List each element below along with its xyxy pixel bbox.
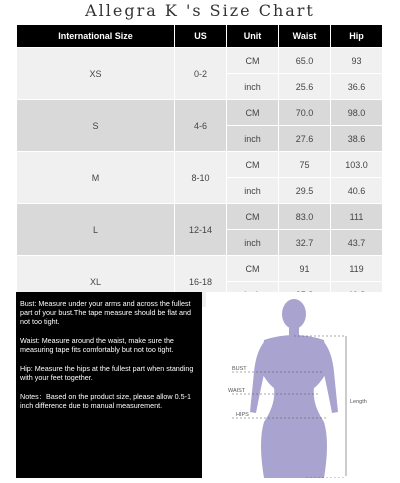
table-row bbox=[17, 152, 383, 178]
unit-cell: CM bbox=[227, 152, 279, 178]
size-cell: M bbox=[17, 152, 175, 204]
header-international-size: International Size bbox=[17, 25, 175, 48]
hip-cell: 36.6 bbox=[331, 74, 383, 100]
hip-cell: 103.0 bbox=[331, 152, 383, 178]
unit-cell: inch bbox=[227, 74, 279, 100]
table-row bbox=[17, 48, 383, 74]
length-figure-label: Length bbox=[350, 399, 367, 405]
unit-cell: inch bbox=[227, 126, 279, 152]
hip-cell: 98.0 bbox=[331, 100, 383, 126]
size-chart-table bbox=[16, 24, 383, 308]
us-size-cell: 0-2 bbox=[175, 48, 227, 100]
unit-cell: CM bbox=[227, 204, 279, 230]
waist-cell: 32.7 bbox=[279, 230, 331, 256]
waist-figure-label: WAIST bbox=[228, 388, 246, 394]
waist-cell: 25.6 bbox=[279, 74, 331, 100]
size-cell: XL bbox=[17, 256, 175, 308]
unit-cell: inch bbox=[227, 178, 279, 204]
size-cell: S bbox=[17, 100, 175, 152]
waist-instruction: Waist: Measure around the waist, make sure the measuring tape fits comfortably but not too tight. bbox=[20, 336, 174, 354]
table-row bbox=[17, 204, 383, 230]
hip-cell: 93 bbox=[331, 48, 383, 74]
body-silhouette bbox=[250, 299, 338, 478]
measurement-notes-panel bbox=[16, 292, 202, 478]
hip-cell: 40.6 bbox=[331, 178, 383, 204]
size-cell: XS bbox=[17, 48, 175, 100]
waist-cell: 83.0 bbox=[279, 204, 331, 230]
waist-cell: 65.0 bbox=[279, 48, 331, 74]
us-size-cell: 4-6 bbox=[175, 100, 227, 152]
unit-cell: inch bbox=[227, 230, 279, 256]
size-cell: L bbox=[17, 204, 175, 256]
waist-cell: 27.6 bbox=[279, 126, 331, 152]
general-note: Notes：Based on the product size, please allow 0.5-1 inch difference due to manual measurement. bbox=[20, 392, 192, 410]
unit-cell: CM bbox=[227, 100, 279, 126]
unit-cell: CM bbox=[227, 48, 279, 74]
header-unit: Unit bbox=[227, 25, 279, 48]
hip-cell: 111 bbox=[331, 204, 383, 230]
waist-cell: 29.5 bbox=[279, 178, 331, 204]
header-waist: Waist bbox=[279, 25, 331, 48]
unit-cell: CM bbox=[227, 256, 279, 282]
hip-instruction: Hip: Measure the hips at the fullest part when standing with your feet together. bbox=[20, 364, 194, 382]
us-size-cell: 16-18 bbox=[175, 256, 227, 308]
us-size-cell: 12-14 bbox=[175, 204, 227, 256]
page-title: Allegra K 's Size Chart bbox=[85, 1, 315, 20]
hip-cell: 119 bbox=[331, 256, 383, 282]
bust-figure-label: BUST bbox=[232, 366, 247, 372]
us-size-cell: 8-10 bbox=[175, 152, 227, 204]
table-row bbox=[17, 256, 383, 282]
table-row bbox=[17, 100, 383, 126]
waist-cell: 70.0 bbox=[279, 100, 331, 126]
hips-figure-label: HIPS bbox=[236, 412, 249, 418]
header-hip: Hip bbox=[331, 25, 383, 48]
waist-cell: 75 bbox=[279, 152, 331, 178]
header-us: US bbox=[175, 25, 227, 48]
bust-instruction: Bust: Measure under your arms and across the fullest part of your bust.The tape measure should be flat and not too tight. bbox=[20, 299, 192, 326]
hip-cell: 38.6 bbox=[331, 126, 383, 152]
waist-cell: 91 bbox=[279, 256, 331, 282]
body-silhouette-illustration bbox=[206, 292, 382, 478]
table-header-row bbox=[17, 25, 383, 48]
hip-cell: 43.7 bbox=[331, 230, 383, 256]
body-measurement-figure bbox=[206, 292, 382, 478]
